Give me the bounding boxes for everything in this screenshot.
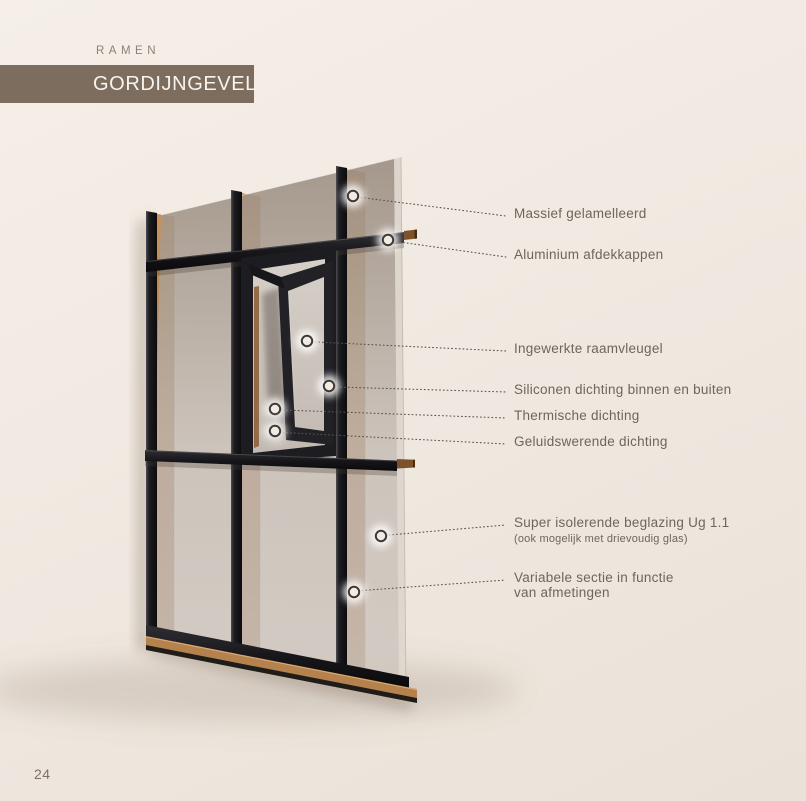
- callout-label-variabele-sectie-line2: van afmetingen: [514, 585, 610, 600]
- callout-label-thermische-dichting: Thermische dichting: [514, 408, 640, 423]
- callout-label-beglazing-sub: (ook mogelijk met drievoudig glas): [514, 533, 688, 545]
- page-title: GORDIJNGEVEL: [93, 72, 257, 95]
- callout-marker: [343, 581, 365, 603]
- callout-label-geluidswerende-dichting: Geluidswerende dichting: [514, 434, 668, 449]
- callout-marker: [342, 185, 364, 207]
- callout-label-ingewerkte-raamvleugel: Ingewerkte raamvleugel: [514, 341, 663, 356]
- callout-label-variabele-sectie-line1: Variabele sectie in functie: [514, 570, 674, 585]
- callout-marker: [264, 420, 286, 442]
- callout-label-beglazing-main: Super isolerende beglazing Ug 1.1: [514, 515, 730, 530]
- window-vent: [241, 246, 336, 463]
- callout-label-aluminium-afdekkappen: Aluminium afdekkappen: [514, 247, 664, 262]
- middle-transom-wood-tip: [397, 459, 415, 469]
- vent-wood-sliver: [254, 286, 259, 448]
- callout-label-massief-gelamelleerd: Massief gelamelleerd: [514, 206, 647, 221]
- callout-marker: [264, 398, 286, 420]
- section-eyebrow: RAMEN: [96, 45, 161, 57]
- callout-label-siliconen-dichting: Siliconen dichting binnen en buiten: [514, 382, 732, 397]
- callout-label-variabele-sectie: [514, 570, 674, 600]
- callout-marker: [318, 375, 340, 397]
- callout-marker: [377, 229, 399, 251]
- page-number: 24: [34, 766, 51, 782]
- callout-label-beglazing: [514, 515, 729, 547]
- callout-marker: [370, 525, 392, 547]
- callout-marker: [296, 330, 318, 352]
